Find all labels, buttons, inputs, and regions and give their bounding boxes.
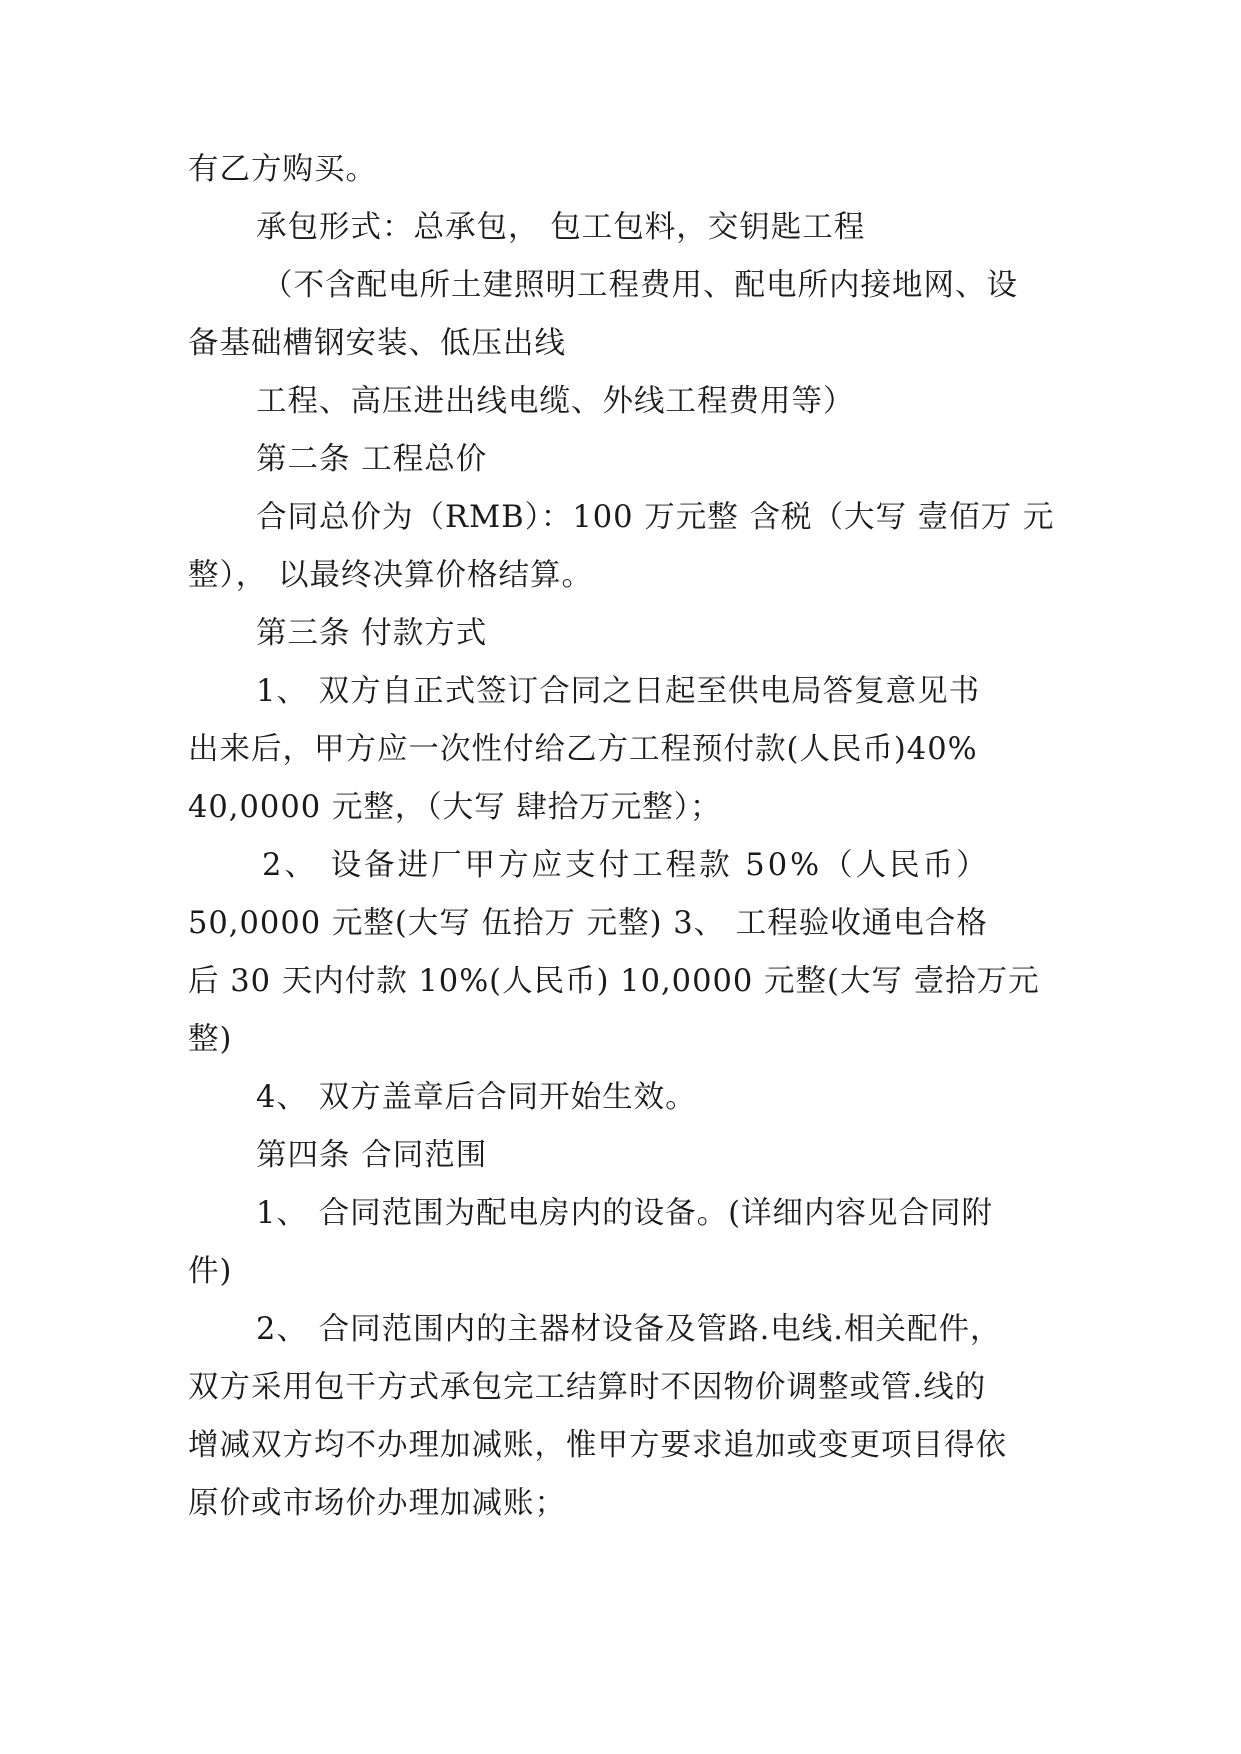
text-line: 双方采用包干方式承包完工结算时不因物价调整或管.线的 [188,1370,987,1405]
text-line: 1、 合同范围为配电房内的设备。(详细内容见合同附 [256,1196,993,1231]
text-line: 后 30 天内付款 10%(人民币) 10,0000 元整(大写 壹拾万元 [188,964,1040,999]
text-line: 2、 设备进厂甲方应支付工程款 50%（人民币） [262,848,990,883]
text-line: 合同总价为（RMB）：100 万元整 含税（大写 壹佰万 元 [256,500,1055,535]
text-line: 出来后，甲方应一次性付给乙方工程预付款(人民币)40% [188,732,978,767]
text-line: 备基础槽钢安装、低压出线 [188,326,566,361]
text-line: 件) [188,1254,233,1289]
text-line: 工程、高压进出线电缆、外线工程费用等） [256,384,855,419]
text-line: 增减双方均不办理加减账，惟甲方要求追加或变更项目得依 [188,1428,1007,1463]
text-line: 有乙方购买。 [188,152,377,187]
text-line: 整）， 以最终决算价格结算。 [188,558,593,593]
text-line: 40,0000 元整，（大写 肆拾万元整）； [188,790,722,825]
text-line: 2、 合同范围内的主器材设备及管路.电线.相关配件， [256,1312,1002,1347]
text-line: 4、 双方盖章后合同开始生效。 [256,1080,697,1115]
text-line: 50,0000 元整(大写 伍拾万 元整) 3、 工程验收通电合格 [188,906,988,941]
text-line: 整) [188,1022,233,1057]
text-line: 1、 双方自正式签订合同之日起至供电局答复意见书 [256,674,981,709]
section-heading: 第四条 合同范围 [256,1138,488,1173]
text-line: （不含配电所土建照明工程费用、配电所内接地网、设 [262,268,1018,303]
text-line: 原价或市场价办理加减账； [188,1486,566,1521]
text-line: 承包形式：总承包， 包工包料，交钥匙工程 [256,210,866,245]
section-heading: 第二条 工程总价 [256,442,488,477]
section-heading: 第三条 付款方式 [256,616,488,651]
